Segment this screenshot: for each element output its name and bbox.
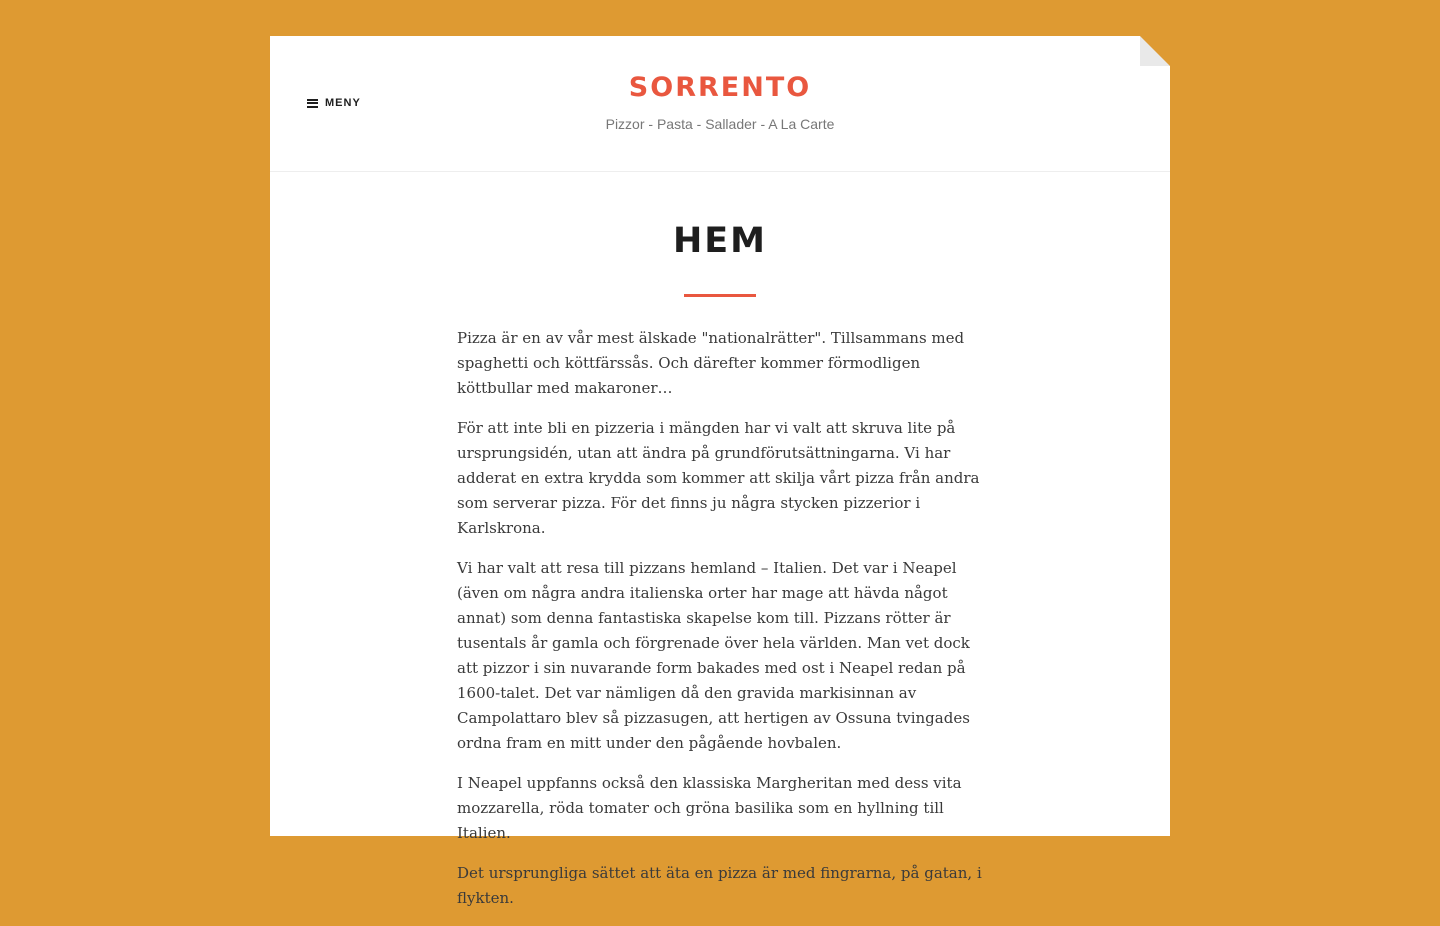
site-title[interactable]: SORRENTO bbox=[628, 72, 812, 103]
content-paragraph: Vi har valt att resa till pizzans hemland – Italien. Det var i Neapel (även om några andra italienska orter har mage att hävda något annat) som denna fantastiska skapelse kom till. Pizzans rötter är tusentals år gamla och förgrenade över hela världen. Man vet dock att pizzor i sin nuvarande form bakades med ost i Neapel redan på 1600-talet. Det var nämligen då den gravida markisinnan av Campolattaro blev så pizzasugen, att hertigen av Ossuna tvingades ordna fram en mitt under den pågående hovbalen. bbox=[457, 559, 970, 752]
content-paragraph: För att inte bli en pizzeria i mängden har vi valt att skruva lite på ursprungsidén, utan att ändra på grundförutsättningarna. Vi har adderat en extra krydda som kommer att skilja vårt pizza från andra som serverar pizza. För det finns ju några stycken pizzerior i Karlskrona. bbox=[457, 419, 980, 537]
menu-label: MENY bbox=[325, 97, 361, 109]
content-paragraph: Det ursprungliga sättet att äta en pizza är med fingrarna, på gatan, i flykten. bbox=[457, 864, 982, 907]
title-divider bbox=[684, 294, 756, 297]
page-container bbox=[270, 36, 1170, 907]
site-description: Pizzor - Pasta - Sallader - A La Carte bbox=[605, 116, 835, 132]
page-title: HEM bbox=[672, 221, 768, 261]
content-paragraph: Pizza är en av vår mest älskade "nationalrätter". Tillsammans med spaghetti och köttfärssås. Och därefter kommer förmodligen köttbullar med makaroner… bbox=[457, 329, 965, 397]
content-paragraph: I Neapel uppfanns också den klassiska Margheritan med dess vita mozzarella, röda tomater och gröna basilika som en hyllning till Italien. bbox=[457, 774, 962, 842]
site-header bbox=[270, 36, 1170, 172]
page-content bbox=[457, 326, 987, 926]
